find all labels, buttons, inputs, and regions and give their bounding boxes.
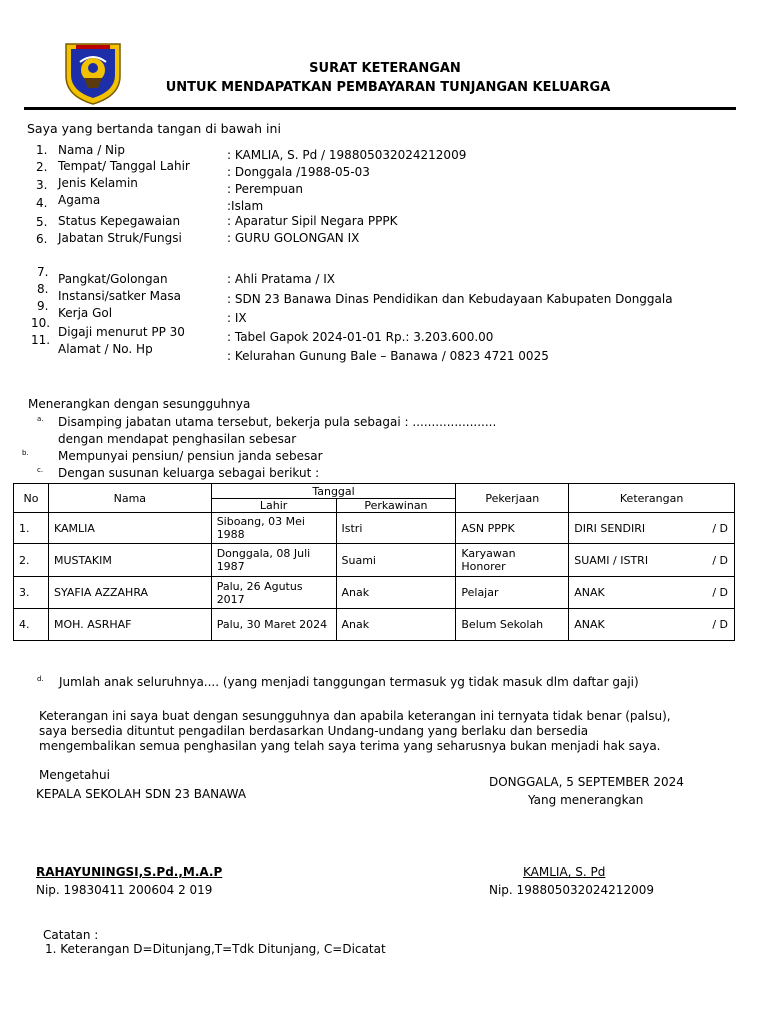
cell-no: 1. [14, 513, 49, 544]
right-signer-name: KAMLIA, S. Pd [523, 865, 606, 879]
table-row [14, 609, 735, 641]
field-value: : Tabel Gapok 2024-01-01 Rp.: 3.203.600.00 [227, 330, 494, 344]
table-row [14, 544, 735, 577]
keterangan-text: SUAMI / ISTRI [574, 553, 649, 567]
cell-no: 2. [14, 544, 49, 577]
field-label: Alamat / No. Hp [58, 342, 153, 356]
cell-pekerjaan: Karyawan Honorer [456, 544, 569, 577]
doc-subtitle: UNTUK MENDAPATKAN PEMBAYARAN TUNJANGAN KELUARGA [165, 80, 611, 95]
field-label: Pangkat/Golongan [58, 272, 168, 286]
cell-lahir: Palu, 30 Maret 2024 [211, 609, 336, 641]
cell-keterangan [569, 544, 735, 577]
field-label: Instansi/satker Masa [58, 289, 181, 303]
header-divider [24, 107, 736, 110]
cell-no: 3. [14, 577, 49, 609]
status-mark: / D [712, 618, 728, 631]
yang-menerangkan: Yang menerangkan [528, 793, 644, 807]
cell-keterangan [569, 577, 735, 609]
point-b-mark: b. [22, 449, 29, 457]
field-num: 5. [36, 215, 48, 229]
cell-nama: MUSTAKIM [48, 544, 211, 577]
point-c-text: Dengan susunan keluarga sebagai berikut : [58, 466, 320, 480]
menerangkan-text: Menerangkan dengan sesungguhnya [28, 397, 251, 411]
header-nama: Nama [48, 484, 211, 513]
field-value: : IX [227, 311, 247, 325]
header-lahir: Lahir [211, 499, 336, 513]
field-num: 9. [37, 299, 49, 313]
mengetahui-label: Mengetahui [39, 768, 110, 782]
field-label: Nama / Nip [58, 143, 125, 157]
cell-perkawinan: Anak [336, 609, 456, 641]
point-c-mark: c. [37, 466, 44, 474]
field-num: 3. [36, 178, 48, 192]
field-label: Digaji menurut PP 30 [58, 325, 185, 339]
doc-title: SURAT KETERANGAN [309, 61, 461, 76]
field-value: : Perempuan [227, 182, 303, 196]
field-num: 2. [36, 160, 48, 174]
field-value: : SDN 23 Banawa Dinas Pendidikan dan Kebudayaan Kabupaten Donggala [227, 292, 673, 306]
header-no: No [14, 484, 49, 513]
status-mark: / D [712, 553, 728, 567]
left-signer-name: RAHAYUNINGSI,S.Pd.,M.A.P [36, 865, 223, 879]
statement-line-2: saya bersedia dituntut pengadilan berdasarkan Undang-undang yang berlaku dan bersedia [39, 724, 589, 738]
field-value: : Ahli Pratama / IX [227, 272, 335, 286]
field-value: : KAMLIA, S. Pd / 198805032024212009 [227, 148, 467, 162]
cell-perkawinan: Istri [336, 513, 456, 544]
cell-lahir: Palu, 26 Agutus 2017 [211, 577, 336, 609]
notes-title: Catatan : [43, 928, 99, 942]
family-table [13, 483, 735, 641]
field-label: Kerja Gol [58, 306, 113, 320]
header-pekerjaan: Pekerjaan [456, 484, 569, 513]
point-a-text2: dengan mendapat penghasilan sebesar [58, 432, 297, 446]
left-signer-nip: Nip. 19830411 200604 2 019 [36, 883, 213, 897]
point-a-mark: a. [37, 415, 44, 423]
field-num: 4. [36, 196, 48, 210]
field-value: : GURU GOLONGAN IX [227, 231, 360, 245]
cell-perkawinan: Anak [336, 577, 456, 609]
field-label: Agama [58, 193, 101, 207]
cell-keterangan [569, 609, 735, 641]
field-num: 11. [31, 333, 51, 347]
status-mark: / D [712, 586, 728, 599]
place-date: DONGGALA, 5 SEPTEMBER 2024 [489, 775, 684, 789]
header-perkawinan: Perkawinan [336, 499, 456, 513]
field-num: 1. [36, 143, 48, 157]
point-d-text: Jumlah anak seluruhnya.... (yang menjadi tanggungan termasuk yg tidak masuk dlm daftar gaji) [59, 675, 639, 689]
cell-nama: MOH. ASRHAF [48, 609, 211, 641]
field-value: : Kelurahan Gunung Bale – Banawa / 0823 4721 0025 [227, 349, 549, 363]
cell-perkawinan: Suami [336, 544, 456, 577]
cell-nama: SYAFIA AZZAHRA [48, 577, 211, 609]
cell-pekerjaan: Pelajar [456, 577, 569, 609]
keterangan-text: DIRI SENDIRI [574, 521, 646, 535]
field-num: 10. [31, 316, 51, 330]
cell-nama: KAMLIA [48, 513, 211, 544]
kepala-label: KEPALA SEKOLAH SDN 23 BANAWA [36, 787, 247, 801]
cell-pekerjaan: ASN PPPK [456, 513, 569, 544]
cell-lahir: Donggala, 08 Juli 1987 [211, 544, 336, 577]
field-label: Tempat/ Tanggal Lahir [58, 159, 190, 173]
field-label: Jenis Kelamin [58, 176, 138, 190]
field-label: Jabatan Struk/Fungsi [58, 231, 182, 245]
cell-no: 4. [14, 609, 49, 641]
statement-line-3: mengembalikan semua penghasilan yang telah saya terima yang seharusnya bukan menjadi hak saya. [39, 739, 661, 753]
field-value: : Aparatur Sipil Negara PPPK [227, 214, 398, 228]
statement-line-1: Keterangan ini saya buat dengan sesungguhnya dan apabila keterangan ini ternyata tidak benar (palsu), [39, 709, 671, 723]
cell-pekerjaan: Belum Sekolah [456, 609, 569, 641]
cell-keterangan [569, 513, 735, 544]
point-b-text: Mempunyai pensiun/ pensiun janda sebesar [58, 449, 323, 463]
field-num: 7. [37, 265, 49, 279]
right-signer-nip: Nip. 198805032024212009 [489, 883, 654, 897]
cell-lahir: Siboang, 03 Mei 1988 [211, 513, 336, 544]
intro-text: Saya yang bertanda tangan di bawah ini [27, 121, 281, 136]
table-row [14, 513, 735, 544]
keterangan-text: ANAK [574, 586, 605, 599]
status-mark: / D [712, 521, 728, 535]
notes-item: 1. Keterangan D=Ditunjang,T=Tdk Ditunjang, C=Dicatat [45, 942, 386, 956]
field-label: Status Kepegawaian [58, 214, 181, 228]
point-a-text: Disamping jabatan utama tersebut, bekerja pula sebagai : ...................... [58, 415, 497, 429]
header-tanggal: Tanggal [211, 484, 456, 499]
field-num: 8. [37, 282, 49, 296]
point-d-mark: d. [37, 675, 44, 683]
table-row [14, 577, 735, 609]
keterangan-text: ANAK [574, 618, 605, 631]
header-keterangan: Keterangan [569, 484, 735, 513]
field-value: :Islam [227, 199, 264, 213]
field-value: : Donggala /1988-05-03 [227, 165, 370, 179]
field-num: 6. [36, 232, 48, 246]
